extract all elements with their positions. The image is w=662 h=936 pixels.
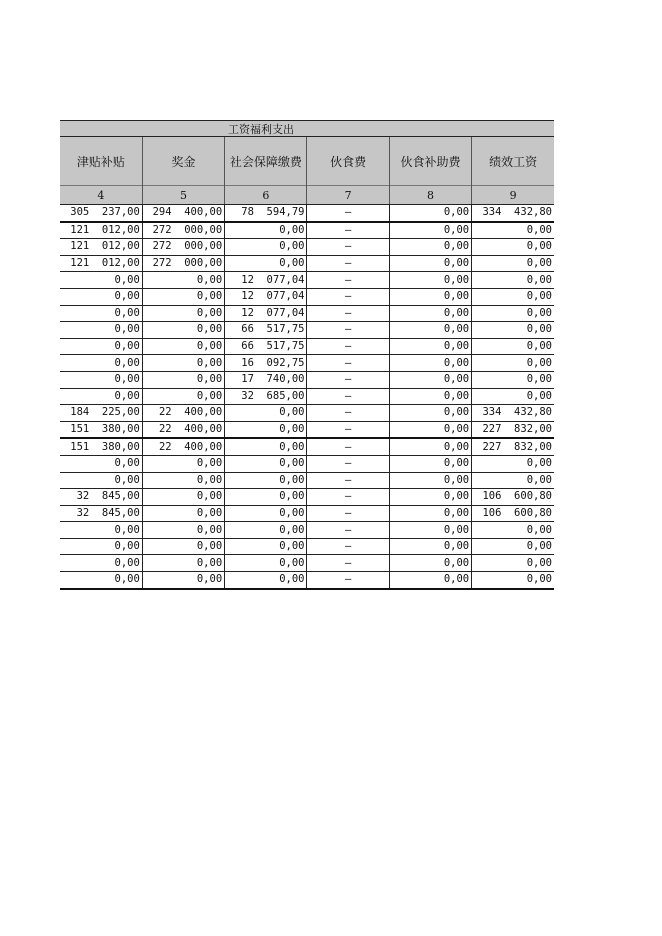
table-cell[interactable]: —: [307, 288, 389, 305]
table-cell[interactable]: 66 517,75: [225, 338, 307, 355]
table-cell[interactable]: 0,00: [472, 371, 554, 388]
header-row: [60, 137, 554, 186]
table-cell[interactable]: 227 832,00: [472, 421, 554, 438]
table-row: [60, 322, 554, 339]
table-cell[interactable]: 184 225,00: [60, 405, 142, 422]
table-cell[interactable]: 0,00: [389, 205, 471, 222]
table-row: [60, 222, 554, 239]
table-cell[interactable]: 0,00: [142, 371, 224, 388]
table-cell[interactable]: 0,00: [389, 305, 471, 322]
table-cell[interactable]: 0,00: [472, 305, 554, 322]
table-cell[interactable]: 0,00: [389, 489, 471, 506]
table-cell[interactable]: 0,00: [389, 222, 471, 239]
table-cell[interactable]: 0,00: [225, 572, 307, 589]
table-cell[interactable]: 0,00: [142, 538, 224, 555]
column-number: 7: [307, 186, 389, 205]
table-cell[interactable]: 0,00: [389, 239, 471, 256]
table-cell[interactable]: 0,00: [60, 572, 142, 589]
table-cell[interactable]: 0,00: [225, 222, 307, 239]
table-cell[interactable]: 0,00: [389, 338, 471, 355]
table-title: 工资福利支出: [60, 120, 554, 137]
table-cell[interactable]: 106 600,80: [472, 505, 554, 522]
table-cell[interactable]: 0,00: [472, 255, 554, 272]
header-bonus: 奖金: [142, 137, 224, 186]
table-cell[interactable]: 22 400,00: [142, 421, 224, 438]
table-cell[interactable]: 0,00: [225, 522, 307, 539]
column-number: 9: [472, 186, 554, 205]
table-cell[interactable]: 12 077,04: [225, 288, 307, 305]
table-cell[interactable]: 294 400,00: [142, 205, 224, 222]
table-cell[interactable]: —: [307, 222, 389, 239]
table-cell[interactable]: —: [307, 421, 389, 438]
table-cell[interactable]: 0,00: [472, 338, 554, 355]
table-row: [60, 288, 554, 305]
header-allowance: 津贴补贴: [60, 137, 142, 186]
table-cell[interactable]: 0,00: [142, 355, 224, 372]
table-cell[interactable]: 0,00: [142, 288, 224, 305]
table-cell[interactable]: 0,00: [389, 272, 471, 289]
table-cell[interactable]: —: [307, 388, 389, 405]
table-body: [60, 205, 554, 589]
table-cell[interactable]: 0,00: [472, 322, 554, 339]
table-cell[interactable]: 272 000,00: [142, 239, 224, 256]
table-cell[interactable]: 0,00: [472, 272, 554, 289]
table-cell[interactable]: 32 685,00: [225, 388, 307, 405]
table-cell[interactable]: 0,00: [142, 272, 224, 289]
table-cell[interactable]: 272 000,00: [142, 222, 224, 239]
table-cell[interactable]: 0,00: [225, 421, 307, 438]
table-cell[interactable]: 0,00: [142, 522, 224, 539]
table-cell[interactable]: 12 077,04: [225, 305, 307, 322]
header-social-security: 社会保障缴费: [225, 137, 307, 186]
table-cell[interactable]: —: [307, 371, 389, 388]
table-row: [60, 239, 554, 256]
table-cell[interactable]: —: [307, 538, 389, 555]
table-cell[interactable]: —: [307, 272, 389, 289]
table-cell[interactable]: 17 740,00: [225, 371, 307, 388]
table-cell[interactable]: 0,00: [389, 288, 471, 305]
table-cell[interactable]: 334 432,80: [472, 405, 554, 422]
table-cell[interactable]: 0,00: [472, 355, 554, 372]
table-cell[interactable]: —: [307, 455, 389, 472]
table-cell[interactable]: 0,00: [225, 255, 307, 272]
table-row: [60, 371, 554, 388]
table-cell[interactable]: 0,00: [225, 538, 307, 555]
table-cell[interactable]: 0,00: [142, 472, 224, 489]
table-cell[interactable]: —: [307, 555, 389, 572]
table-row: [60, 305, 554, 322]
table-cell[interactable]: 0,00: [225, 239, 307, 256]
table-cell[interactable]: 22 400,00: [142, 405, 224, 422]
table-row: [60, 455, 554, 472]
table-cell[interactable]: 305 237,00: [60, 205, 142, 222]
table-cell[interactable]: 0,00: [142, 505, 224, 522]
table-cell[interactable]: 0,00: [225, 505, 307, 522]
header-performance-pay: 绩效工资: [472, 137, 554, 186]
table-cell[interactable]: —: [307, 305, 389, 322]
table-row: [60, 338, 554, 355]
table-cell[interactable]: 0,00: [472, 472, 554, 489]
table-cell[interactable]: 0,00: [142, 572, 224, 589]
table-row: [60, 388, 554, 405]
column-number-row: [60, 186, 554, 205]
table-cell[interactable]: 0,00: [389, 322, 471, 339]
table-cell[interactable]: —: [307, 489, 389, 506]
table-cell[interactable]: 0,00: [60, 388, 142, 405]
table-cell[interactable]: —: [307, 472, 389, 489]
table-cell[interactable]: 0,00: [225, 405, 307, 422]
table-cell[interactable]: 0,00: [472, 222, 554, 239]
table-row: [60, 555, 554, 572]
table-cell[interactable]: 0,00: [142, 388, 224, 405]
table-cell[interactable]: 0,00: [142, 305, 224, 322]
table-row: [60, 522, 554, 539]
table-cell[interactable]: 0,00: [389, 538, 471, 555]
table-cell[interactable]: —: [307, 438, 389, 455]
data-table: [60, 137, 554, 590]
table-cell[interactable]: 0,00: [389, 388, 471, 405]
table-cell[interactable]: 0,00: [389, 255, 471, 272]
table-row: [60, 405, 554, 422]
table-cell[interactable]: 0,00: [60, 338, 142, 355]
spreadsheet: [60, 120, 554, 590]
table-cell[interactable]: 0,00: [472, 555, 554, 572]
table-row: [60, 255, 554, 272]
table-cell[interactable]: —: [307, 322, 389, 339]
table-cell[interactable]: 0,00: [472, 388, 554, 405]
column-number: 6: [225, 186, 307, 205]
table-cell[interactable]: 0,00: [225, 455, 307, 472]
table-cell[interactable]: 0,00: [389, 472, 471, 489]
table-row: [60, 472, 554, 489]
table-cell[interactable]: 106 600,80: [472, 489, 554, 506]
table-cell[interactable]: 272 000,00: [142, 255, 224, 272]
table-cell[interactable]: 0,00: [60, 522, 142, 539]
table-row: [60, 205, 554, 222]
table-cell[interactable]: 0,00: [389, 455, 471, 472]
table-cell[interactable]: —: [307, 572, 389, 589]
table-cell[interactable]: 0,00: [472, 538, 554, 555]
table-cell[interactable]: 0,00: [142, 455, 224, 472]
table-cell[interactable]: —: [307, 505, 389, 522]
table-cell[interactable]: 0,00: [60, 538, 142, 555]
table-cell[interactable]: 334 432,80: [472, 205, 554, 222]
table-row: [60, 438, 554, 455]
table-cell[interactable]: 0,00: [472, 572, 554, 589]
table-row: [60, 572, 554, 589]
table-cell[interactable]: 0,00: [60, 288, 142, 305]
table-cell[interactable]: 0,00: [60, 472, 142, 489]
table-cell[interactable]: 16 092,75: [225, 355, 307, 372]
table-row: [60, 505, 554, 522]
table-cell[interactable]: —: [307, 338, 389, 355]
table-cell[interactable]: —: [307, 239, 389, 256]
table-cell[interactable]: 0,00: [472, 455, 554, 472]
table-cell[interactable]: 0,00: [389, 421, 471, 438]
table-cell[interactable]: 121 012,00: [60, 239, 142, 256]
table-cell[interactable]: 151 380,00: [60, 421, 142, 438]
column-number: 4: [60, 186, 142, 205]
table-cell[interactable]: 0,00: [60, 371, 142, 388]
table-cell[interactable]: 0,00: [389, 505, 471, 522]
table-cell[interactable]: 0,00: [225, 438, 307, 455]
table-cell[interactable]: —: [307, 255, 389, 272]
table-row: [60, 538, 554, 555]
column-number: 5: [142, 186, 224, 205]
table-cell[interactable]: —: [307, 405, 389, 422]
table-cell[interactable]: —: [307, 522, 389, 539]
table-row: [60, 489, 554, 506]
table-cell[interactable]: 0,00: [60, 455, 142, 472]
table-cell[interactable]: 0,00: [389, 355, 471, 372]
table-cell[interactable]: 0,00: [389, 405, 471, 422]
table-cell[interactable]: 0,00: [142, 489, 224, 506]
table-cell[interactable]: 0,00: [60, 355, 142, 372]
table-cell[interactable]: 78 594,79: [225, 205, 307, 222]
table-cell[interactable]: 66 517,75: [225, 322, 307, 339]
table-cell[interactable]: 0,00: [389, 371, 471, 388]
table-cell[interactable]: 0,00: [142, 555, 224, 572]
table-cell[interactable]: 0,00: [472, 239, 554, 256]
header-meal-cost: 伙食费: [307, 137, 389, 186]
column-number: 8: [389, 186, 471, 205]
table-cell[interactable]: 22 400,00: [142, 438, 224, 455]
table-cell[interactable]: 121 012,00: [60, 255, 142, 272]
table-cell[interactable]: 0,00: [472, 288, 554, 305]
table-cell[interactable]: 0,00: [225, 489, 307, 506]
header-meal-subsidy: 伙食补助费: [389, 137, 471, 186]
table-cell[interactable]: 151 380,00: [60, 438, 142, 455]
table-cell[interactable]: 0,00: [142, 322, 224, 339]
table-cell[interactable]: 32 845,00: [60, 489, 142, 506]
table-cell[interactable]: 0,00: [225, 472, 307, 489]
table-cell[interactable]: 0,00: [60, 555, 142, 572]
table-cell[interactable]: 227 832,00: [472, 438, 554, 455]
table-cell[interactable]: 0,00: [142, 338, 224, 355]
table-cell[interactable]: 121 012,00: [60, 222, 142, 239]
table-cell[interactable]: 0,00: [389, 555, 471, 572]
table-cell[interactable]: —: [307, 355, 389, 372]
table-cell[interactable]: 0,00: [389, 572, 471, 589]
table-cell[interactable]: 0,00: [389, 522, 471, 539]
table-row: [60, 421, 554, 438]
table-cell[interactable]: 0,00: [60, 305, 142, 322]
table-row: [60, 272, 554, 289]
table-cell[interactable]: 0,00: [60, 322, 142, 339]
table-cell[interactable]: 0,00: [472, 522, 554, 539]
table-row: [60, 355, 554, 372]
table-cell[interactable]: 0,00: [60, 272, 142, 289]
table-cell[interactable]: 0,00: [225, 555, 307, 572]
table-cell[interactable]: 12 077,04: [225, 272, 307, 289]
table-cell[interactable]: —: [307, 205, 389, 222]
table-cell[interactable]: 32 845,00: [60, 505, 142, 522]
table-cell[interactable]: 0,00: [389, 438, 471, 455]
